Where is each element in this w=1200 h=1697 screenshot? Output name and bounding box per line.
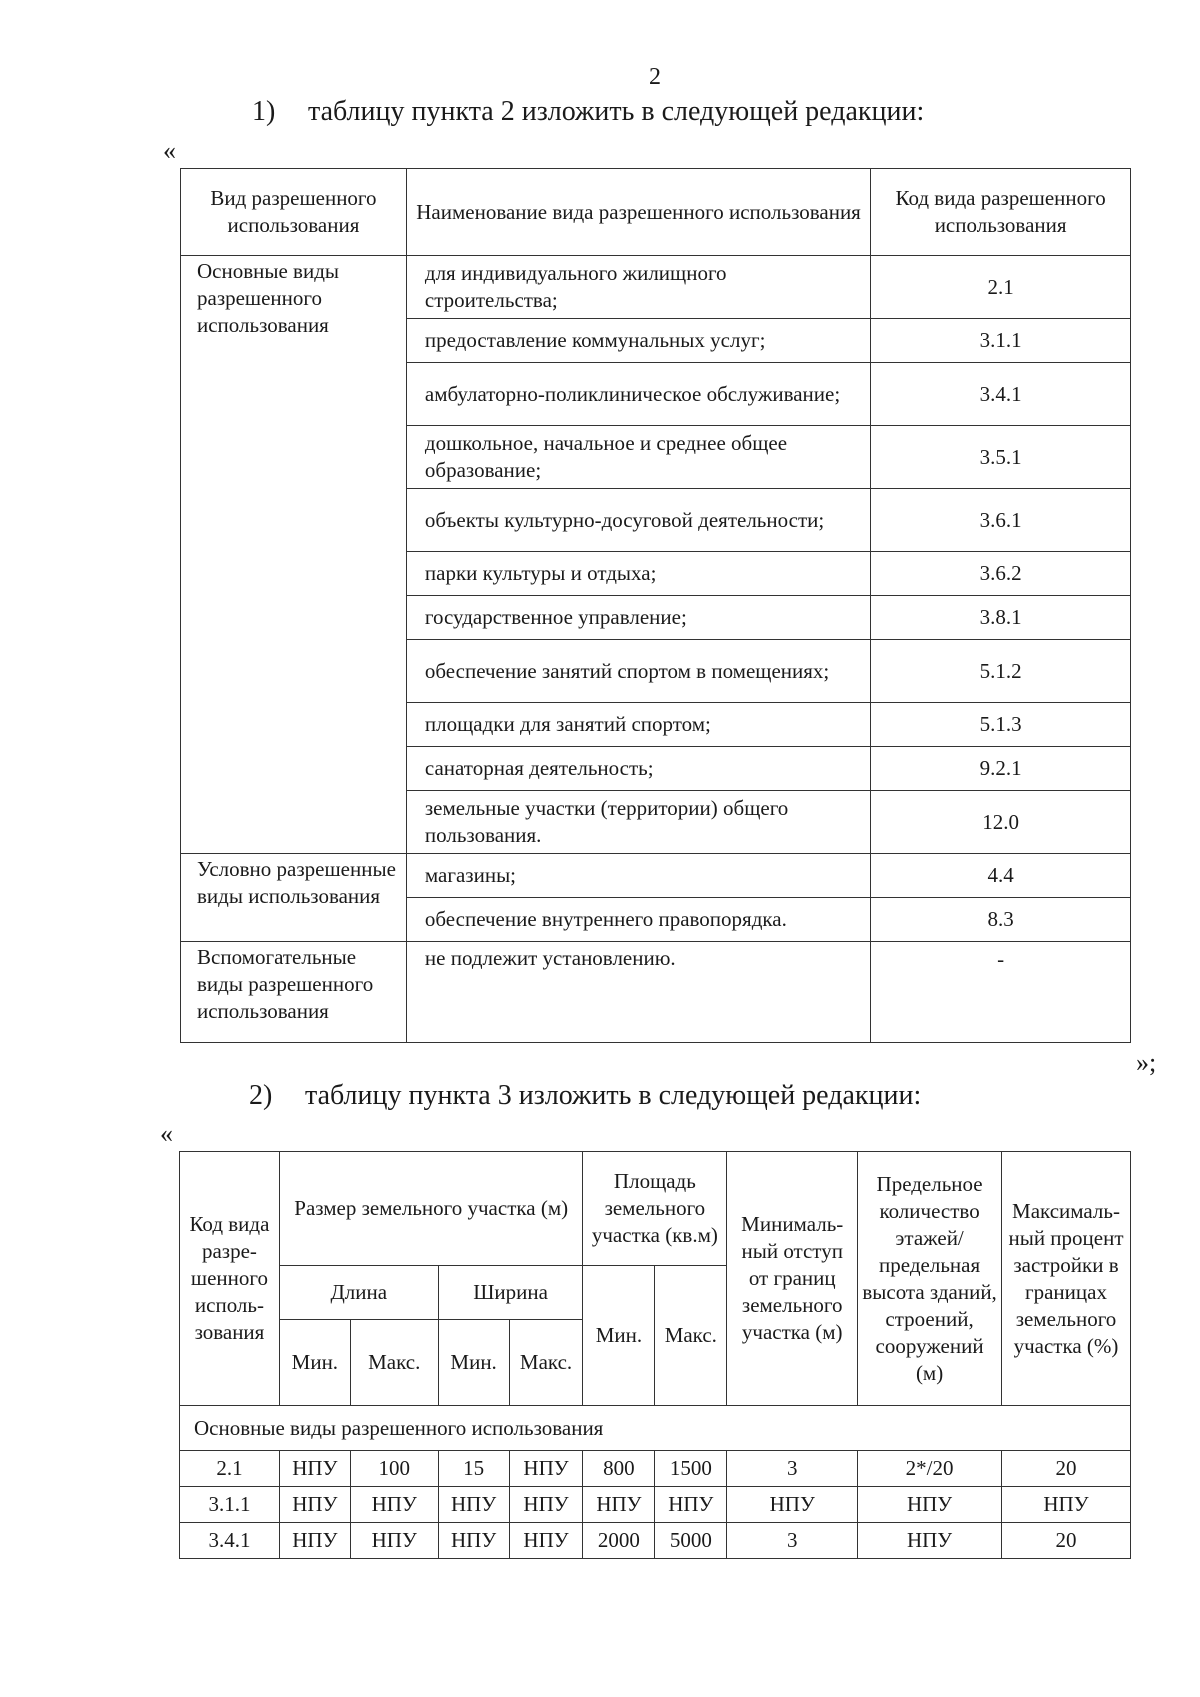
cell: 2.1 bbox=[180, 1451, 280, 1487]
header-area-min: Мин. bbox=[583, 1266, 655, 1406]
use-code: 3.6.1 bbox=[871, 489, 1131, 552]
cell: НПУ bbox=[509, 1523, 583, 1559]
header-use-code: Код вида разре-шенного исполь-зования bbox=[180, 1152, 280, 1406]
use-code: 8.3 bbox=[871, 898, 1131, 942]
group-label-auxiliary: Вспомогательные виды разрешенного использования bbox=[181, 942, 407, 1043]
use-name: не подлежит установлению. bbox=[406, 942, 870, 1043]
use-code: 4.4 bbox=[871, 854, 1131, 898]
use-name: санаторная деятельность; bbox=[406, 747, 870, 791]
header-length-min: Мин. bbox=[279, 1320, 350, 1406]
header-max-floors-height: Предельное количество этажей/ предельная высота зданий, строений, сооружений (м) bbox=[858, 1152, 1002, 1406]
group-label-conditional: Условно разрешенные виды использования bbox=[181, 854, 407, 942]
header-min-setback: Минималь-ный отступ от границ земельного участка (м) bbox=[727, 1152, 858, 1406]
section-2-heading bbox=[249, 1080, 921, 1112]
header-plot-area: Площадь земельного участка (кв.м) bbox=[583, 1152, 727, 1266]
cell: 20 bbox=[1002, 1451, 1131, 1487]
cell: 5000 bbox=[655, 1523, 727, 1559]
table-header-row bbox=[180, 1152, 1131, 1266]
section-1-heading bbox=[252, 96, 924, 128]
cell: НПУ bbox=[279, 1451, 350, 1487]
cell: НПУ bbox=[279, 1487, 350, 1523]
cell: 20 bbox=[1002, 1523, 1131, 1559]
header-use-code: Код вида разрешенного использования bbox=[871, 169, 1131, 256]
section-1-number: 1) bbox=[252, 96, 276, 127]
cell: НПУ bbox=[350, 1487, 438, 1523]
use-name: парки культуры и отдыха; bbox=[406, 552, 870, 596]
use-code: 5.1.2 bbox=[871, 640, 1131, 703]
use-code: 12.0 bbox=[871, 791, 1131, 854]
use-name: дошкольное, начальное и среднее общее образование; bbox=[406, 426, 870, 489]
use-code: 3.4.1 bbox=[871, 363, 1131, 426]
allowed-use-table bbox=[180, 168, 1131, 1043]
use-code: 9.2.1 bbox=[871, 747, 1131, 791]
table-header-row bbox=[181, 169, 1131, 256]
table-row bbox=[181, 256, 1131, 319]
cell: НПУ bbox=[1002, 1487, 1131, 1523]
use-code: 3.6.2 bbox=[871, 552, 1131, 596]
header-length-max: Макс. bbox=[350, 1320, 438, 1406]
cell: НПУ bbox=[350, 1523, 438, 1559]
cell: НПУ bbox=[583, 1487, 655, 1523]
header-area-max: Макс. bbox=[655, 1266, 727, 1406]
land-plot-parameters-table bbox=[179, 1151, 1131, 1559]
table-1-open-quote: « bbox=[163, 136, 176, 165]
header-max-coverage: Максималь-ный процент застройки в границах земельного участка (%) bbox=[1002, 1152, 1131, 1406]
group-label-main: Основные виды разрешенного использования bbox=[181, 256, 407, 854]
use-name: магазины; bbox=[406, 854, 870, 898]
cell: 15 bbox=[438, 1451, 509, 1487]
section-2-text: таблицу пункта 3 изложить в следующей редакции: bbox=[305, 1080, 922, 1111]
cell: НПУ bbox=[858, 1523, 1002, 1559]
cell: 3 bbox=[727, 1523, 858, 1559]
cell: 3 bbox=[727, 1451, 858, 1487]
table-row bbox=[180, 1487, 1131, 1523]
use-code: 5.1.3 bbox=[871, 703, 1131, 747]
cell: НПУ bbox=[438, 1487, 509, 1523]
table-row bbox=[180, 1451, 1131, 1487]
cell: 2000 bbox=[583, 1523, 655, 1559]
section-row bbox=[180, 1406, 1131, 1451]
use-name: предоставление коммунальных услуг; bbox=[406, 319, 870, 363]
page-number: 2 bbox=[649, 64, 661, 90]
use-code: 3.8.1 bbox=[871, 596, 1131, 640]
use-code: 3.5.1 bbox=[871, 426, 1131, 489]
table-row bbox=[181, 942, 1131, 1043]
table-2-open-quote: « bbox=[160, 1119, 173, 1148]
header-width-min: Мин. bbox=[438, 1320, 509, 1406]
table-1-close-quote: »; bbox=[1136, 1048, 1157, 1077]
use-name: государственное управление; bbox=[406, 596, 870, 640]
use-code: 2.1 bbox=[871, 256, 1131, 319]
header-use-type: Вид разрешенного использования bbox=[181, 169, 407, 256]
cell: НПУ bbox=[655, 1487, 727, 1523]
cell: 100 bbox=[350, 1451, 438, 1487]
header-width-max: Макс. bbox=[509, 1320, 583, 1406]
cell: НПУ bbox=[509, 1487, 583, 1523]
use-code: 3.1.1 bbox=[871, 319, 1131, 363]
cell: НПУ bbox=[727, 1487, 858, 1523]
cell: 800 bbox=[583, 1451, 655, 1487]
header-length: Длина bbox=[279, 1266, 438, 1320]
use-name: площадки для занятий спортом; bbox=[406, 703, 870, 747]
use-name: объекты культурно-досуговой деятельности; bbox=[406, 489, 870, 552]
cell: НПУ bbox=[279, 1523, 350, 1559]
cell: НПУ bbox=[509, 1451, 583, 1487]
cell: 3.1.1 bbox=[180, 1487, 280, 1523]
section-label: Основные виды разрешенного использования bbox=[180, 1406, 1131, 1451]
cell: 3.4.1 bbox=[180, 1523, 280, 1559]
use-name: земельные участки (территории) общего пользования. bbox=[406, 791, 870, 854]
cell: 1500 bbox=[655, 1451, 727, 1487]
use-name: амбулаторно-поликлиническое обслуживание; bbox=[406, 363, 870, 426]
cell: НПУ bbox=[858, 1487, 1002, 1523]
table-row bbox=[180, 1523, 1131, 1559]
section-2-number: 2) bbox=[249, 1080, 273, 1111]
use-name: обеспечение внутреннего правопорядка. bbox=[406, 898, 870, 942]
cell: 2*/20 bbox=[858, 1451, 1002, 1487]
header-plot-size: Размер земельного участка (м) bbox=[279, 1152, 583, 1266]
section-1-text: таблицу пункта 2 изложить в следующей редакции: bbox=[308, 96, 925, 127]
use-code: - bbox=[871, 942, 1131, 1043]
header-use-name: Наименование вида разрешенного использования bbox=[406, 169, 870, 256]
use-name: для индивидуального жилищного строительства; bbox=[406, 256, 870, 319]
header-width: Ширина bbox=[438, 1266, 583, 1320]
use-name: обеспечение занятий спортом в помещениях; bbox=[406, 640, 870, 703]
cell: НПУ bbox=[438, 1523, 509, 1559]
table-row bbox=[181, 854, 1131, 898]
